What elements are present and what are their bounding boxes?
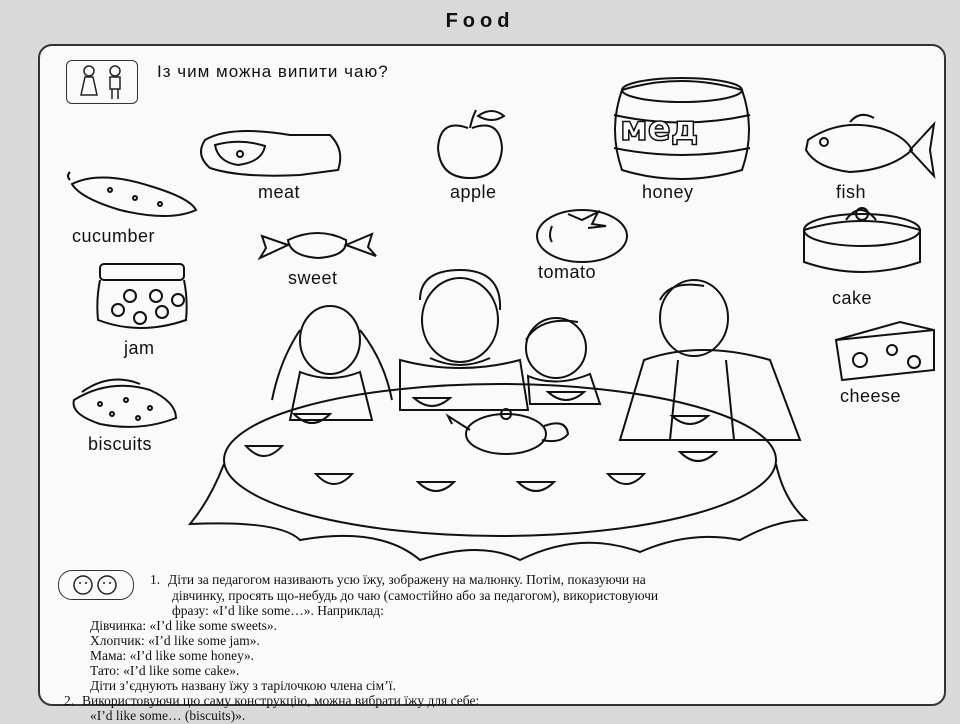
item1-line4: Діти з’єднують названу їжу з тарілочкою члена сім’ї.: [90, 678, 396, 693]
label-apple: apple: [450, 182, 497, 202]
sweet-illustration: [260, 233, 376, 258]
father-figure: [620, 280, 800, 440]
label-tomato: tomato: [538, 262, 597, 282]
item1-line2: дівчинку, просять що-небудь до чаю (самостійно або за педагогом), використовуючи: [172, 588, 659, 603]
fish-illustration: [806, 115, 934, 176]
item1-line3: фразу: «I’d like some…». Наприклад:: [172, 603, 384, 618]
label-biscuits: biscuits: [88, 434, 153, 454]
label-jam: jam: [124, 338, 155, 358]
label-cake: cake: [832, 288, 873, 308]
cake-illustration: [804, 208, 920, 272]
girl-figure: [272, 306, 392, 420]
biscuits-illustration: [74, 380, 176, 427]
label-sweet: sweet: [288, 268, 338, 288]
page-title: Food: [445, 10, 515, 32]
item2-line2: «I’d like some… (biscuits)».: [90, 708, 246, 723]
example-mother: Мама: «I’d like some honey».: [90, 648, 255, 663]
cucumber-illustration: [68, 172, 196, 216]
jam-illustration: [97, 264, 186, 328]
item2-number: 2.: [64, 693, 75, 708]
example-father: Тато: «I’d like some cake».: [90, 663, 240, 678]
label-meat: meat: [258, 182, 301, 202]
cheese-illustration: [836, 322, 934, 380]
example-boy: Хлопчик: «I’d like some jam».: [90, 633, 260, 648]
item2-line1: 2. Використовуючи цю саму конструкцію, можна вибрати їжу для себе:: [64, 693, 480, 708]
item1-number: 1.: [150, 572, 161, 587]
example-girl: Дівчинка: «I’d like some sweets».: [90, 618, 278, 633]
label-cucumber: cucumber: [72, 226, 156, 246]
mother-figure: [400, 270, 528, 410]
tomato-illustration: [537, 210, 627, 262]
label-fish: fish: [836, 182, 867, 202]
question-text: Із чим можна випити чаю?: [157, 62, 389, 81]
label-cheese: cheese: [840, 386, 902, 406]
meat-illustration: [201, 131, 340, 176]
pair-work-icon: [58, 570, 134, 600]
item1-line1: 1. Діти за педагогом називають усю їжу, зображену на малюнку. Потім, показуючи на: [150, 572, 646, 587]
teapot: [448, 409, 568, 454]
table-cups: [246, 392, 716, 491]
label-honey: honey: [642, 182, 694, 202]
apple-illustration: [438, 110, 504, 178]
honey-jar-label: мед: [620, 109, 699, 149]
